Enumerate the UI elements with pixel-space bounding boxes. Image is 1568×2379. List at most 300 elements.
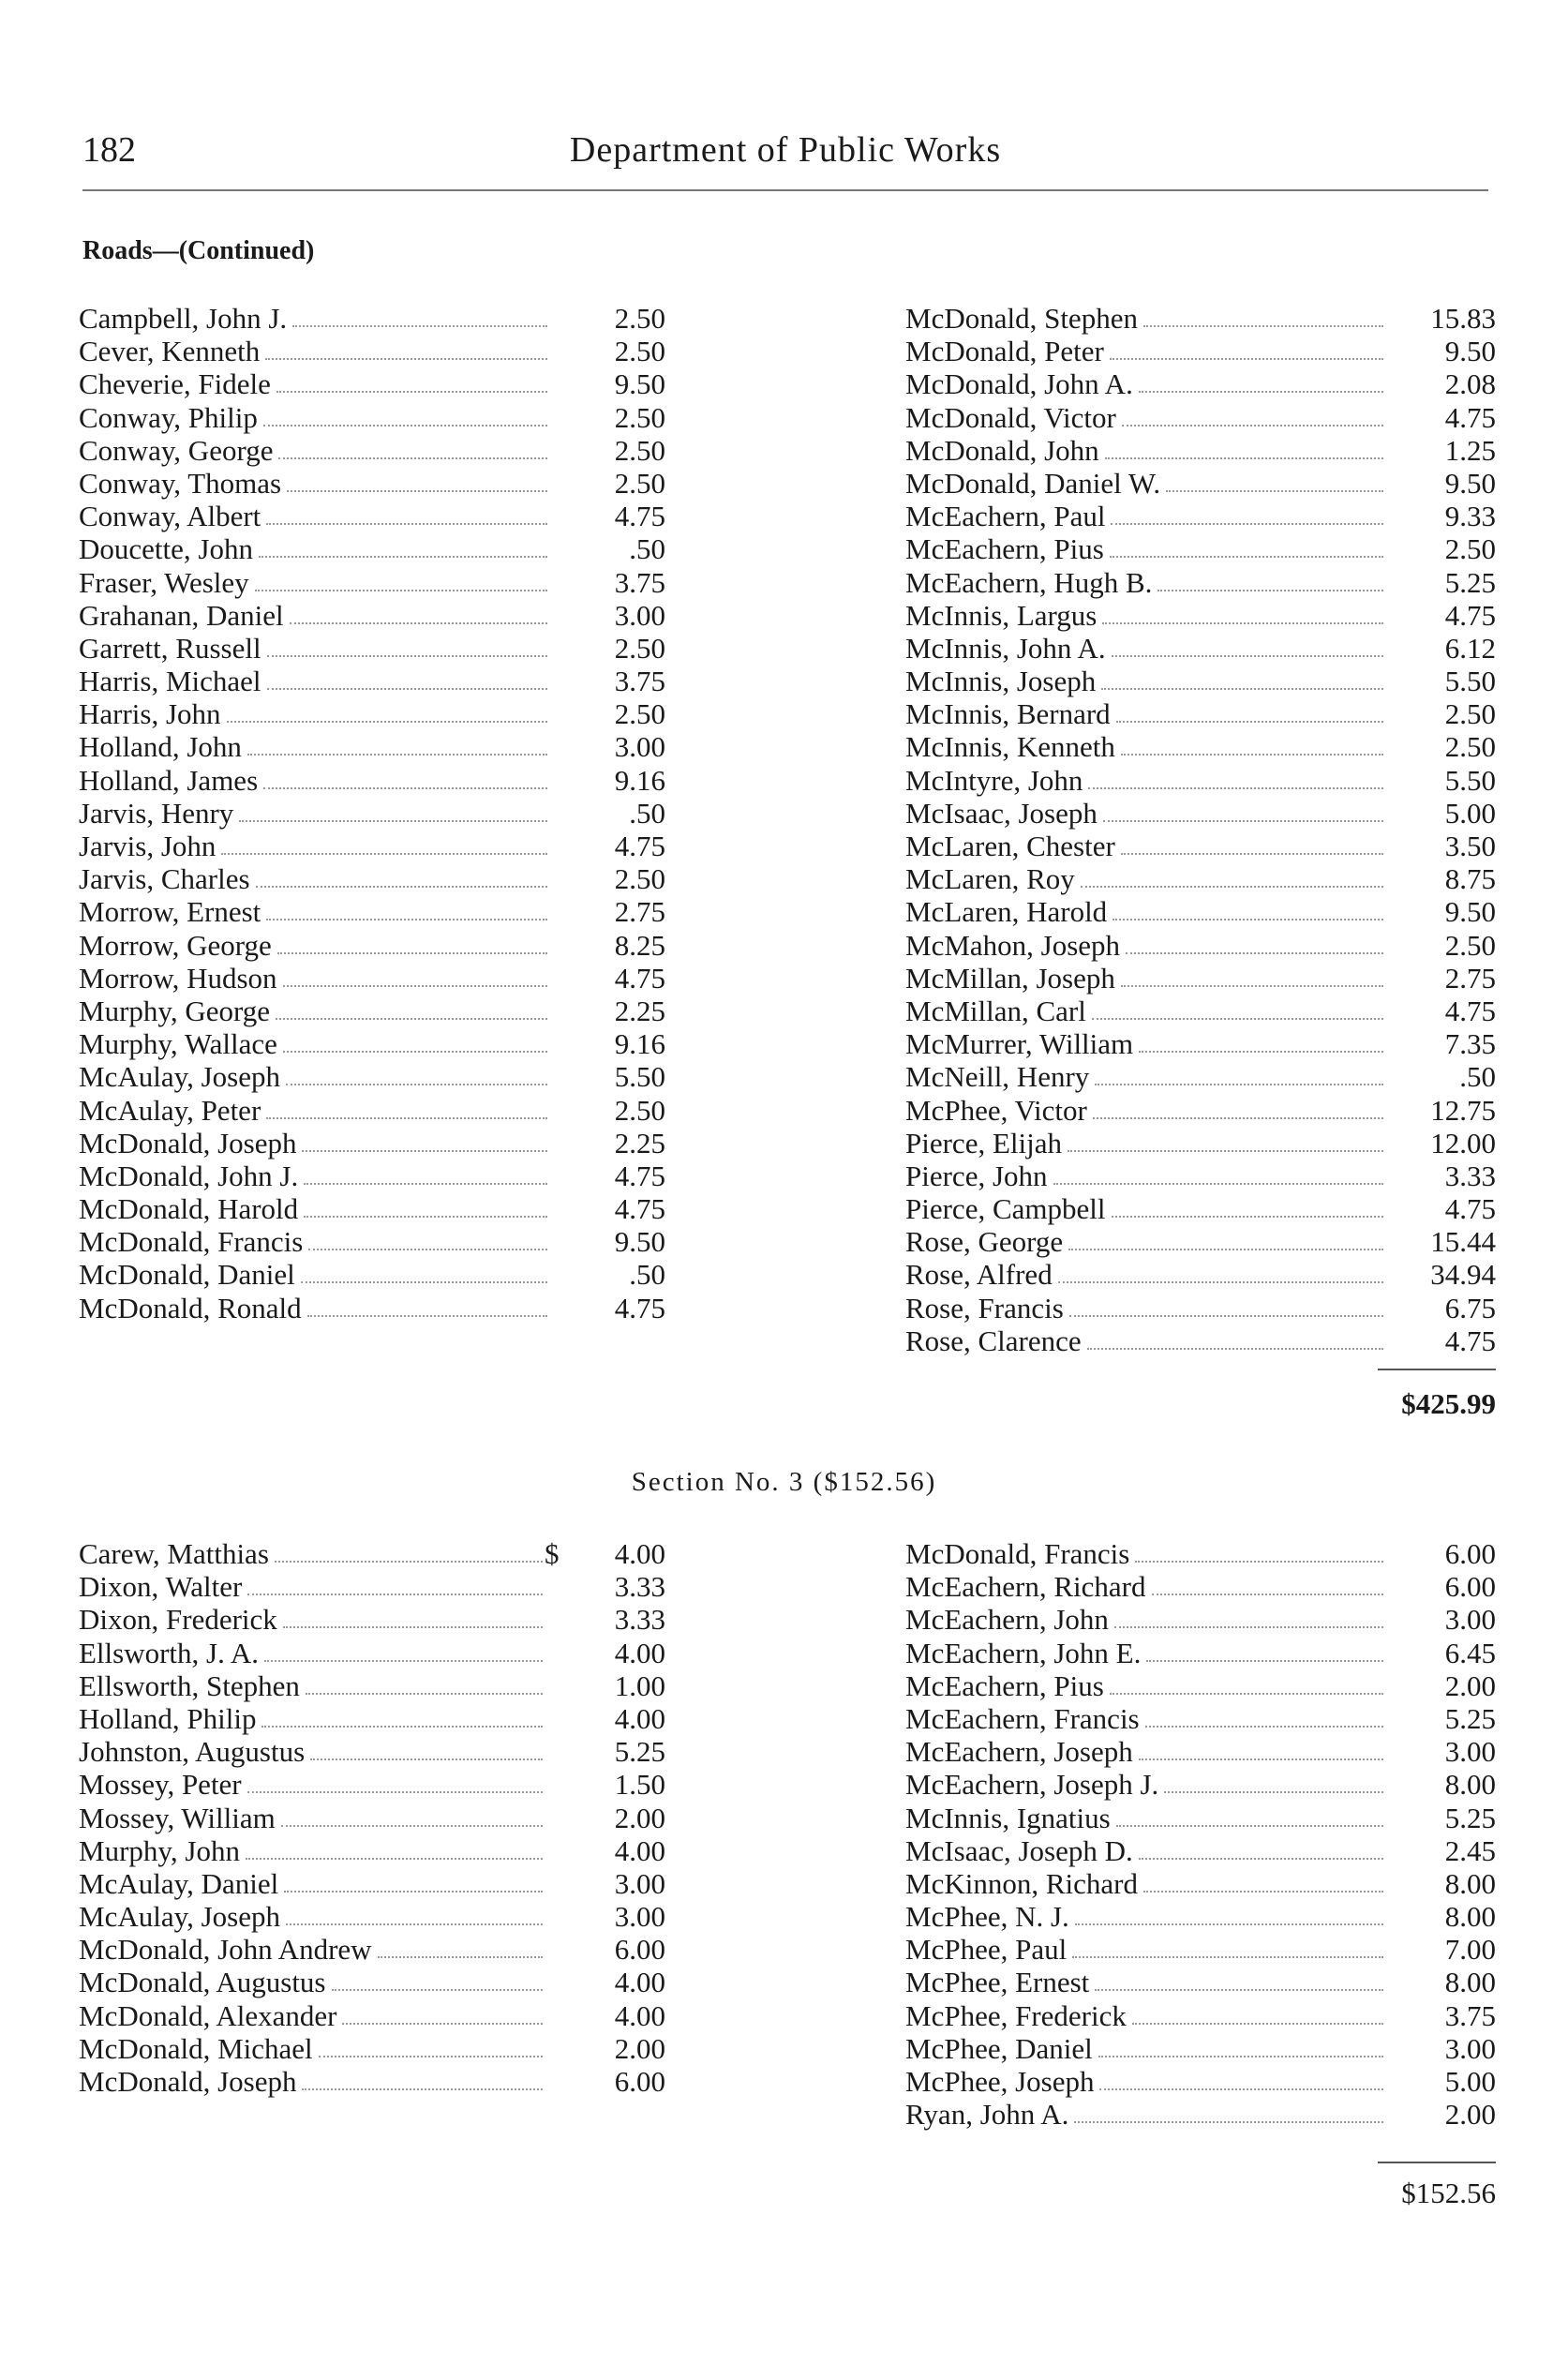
payee-name: Cever, Kenneth bbox=[79, 335, 261, 368]
payee-name: McDonald, John Andrew bbox=[79, 1933, 372, 1967]
dot-leader bbox=[1157, 590, 1383, 591]
payment-amount: 3.33 bbox=[614, 1570, 665, 1604]
payee-name: McEachern, Paul bbox=[905, 500, 1106, 533]
payee-name: McIsaac, Joseph bbox=[905, 796, 1098, 830]
dot-leader bbox=[275, 1561, 543, 1563]
payment-amount: 9.33 bbox=[1444, 500, 1496, 533]
ledger-row bbox=[79, 500, 679, 532]
payee-name: Harris, John bbox=[79, 697, 221, 731]
ledger-row bbox=[905, 797, 1496, 830]
ledger-row bbox=[905, 665, 1496, 697]
payment-amount: 3.75 bbox=[614, 665, 665, 698]
dot-leader bbox=[267, 655, 547, 657]
payment-amount: 4.75 bbox=[614, 1192, 665, 1226]
payee-name: Murphy, John bbox=[79, 1833, 240, 1867]
dot-leader bbox=[261, 1726, 543, 1728]
payee-name: McPhee, Ernest bbox=[905, 1966, 1090, 1999]
dot-leader bbox=[278, 457, 547, 459]
dot-leader bbox=[302, 1150, 547, 1152]
dot-leader bbox=[1102, 622, 1383, 624]
ledger-row bbox=[905, 697, 1496, 730]
ledger-row bbox=[79, 730, 679, 763]
dot-leader bbox=[255, 590, 547, 591]
payment-amount: 1.00 bbox=[614, 1668, 665, 1702]
ledger-row bbox=[79, 1735, 679, 1768]
payee-name: McEachern, Hugh B. bbox=[905, 565, 1153, 599]
payment-amount: 15.83 bbox=[1430, 302, 1496, 335]
ledger-row bbox=[79, 764, 679, 797]
payee-name: McDonald, Stephen bbox=[905, 302, 1138, 335]
payee-name: McPhee, Daniel bbox=[905, 2031, 1093, 2065]
payment-amount: 2.50 bbox=[614, 1093, 665, 1127]
payee-name: McDonald, Peter bbox=[905, 335, 1104, 368]
dot-leader bbox=[246, 1858, 543, 1860]
ledger-row bbox=[905, 764, 1496, 797]
dot-leader bbox=[227, 721, 547, 723]
payee-name: Conway, Philip bbox=[79, 400, 258, 434]
dot-leader bbox=[1166, 490, 1383, 492]
payment-amount: 4.00 bbox=[614, 1701, 665, 1735]
payee-name: Conway, Thomas bbox=[79, 466, 282, 500]
payee-name: Morrow, Ernest bbox=[79, 895, 261, 929]
dot-leader bbox=[1122, 425, 1383, 426]
ledger-row bbox=[905, 2032, 1496, 2065]
ledger-row bbox=[905, 401, 1496, 434]
payee-name: McEachern, Joseph J. bbox=[905, 1768, 1159, 1802]
dot-leader bbox=[1139, 1758, 1383, 1760]
dot-leader bbox=[1053, 1183, 1383, 1185]
dot-leader bbox=[1093, 1117, 1383, 1119]
ledger-row bbox=[79, 1027, 679, 1060]
payment-amount: 6.75 bbox=[1444, 1291, 1496, 1324]
payment-amount: 4.75 bbox=[1444, 598, 1496, 632]
block2-total: $152.56 bbox=[1401, 2177, 1496, 2209]
ledger-row bbox=[905, 500, 1496, 532]
department-title: Department of Public Works bbox=[569, 130, 1002, 170]
ledger-row bbox=[905, 929, 1496, 962]
dot-leader bbox=[1132, 2023, 1383, 2025]
ledger-row bbox=[79, 335, 679, 367]
dot-leader bbox=[276, 391, 547, 393]
ledger-row bbox=[79, 995, 679, 1027]
dot-leader bbox=[332, 1989, 543, 1991]
payment-amount: 12.00 bbox=[1430, 1126, 1496, 1160]
payee-name: Johnston, Augustus bbox=[79, 1735, 306, 1769]
payee-name: McDonald, Joseph bbox=[79, 1126, 297, 1160]
payment-amount: 2.00 bbox=[614, 2031, 665, 2065]
payee-name: McMillan, Joseph bbox=[905, 961, 1115, 995]
dot-leader bbox=[1110, 556, 1383, 558]
dot-leader bbox=[266, 523, 547, 525]
block2-left-column bbox=[79, 1537, 679, 2098]
dot-leader bbox=[1143, 1891, 1383, 1893]
dot-leader bbox=[287, 490, 547, 492]
payment-amount: 6.00 bbox=[614, 2065, 665, 2098]
payee-name: Conway, George bbox=[79, 433, 274, 467]
payee-name: McInnis, Joseph bbox=[905, 665, 1097, 698]
dot-leader bbox=[247, 1593, 543, 1595]
dot-leader bbox=[259, 556, 547, 558]
dot-leader bbox=[1110, 358, 1383, 360]
ledger-row bbox=[79, 962, 679, 995]
ledger-row bbox=[905, 1802, 1496, 1834]
payee-name: McPhee, Joseph bbox=[905, 2065, 1095, 2098]
payee-name: Pierce, Campbell bbox=[905, 1192, 1106, 1226]
payment-amount: 9.50 bbox=[1444, 895, 1496, 929]
ledger-row bbox=[905, 1324, 1496, 1357]
payment-amount: 2.00 bbox=[1444, 2098, 1496, 2132]
payee-name: McAulay, Joseph bbox=[79, 1900, 280, 1934]
payee-name: Fraser, Wesley bbox=[79, 565, 249, 599]
ledger-row bbox=[905, 1702, 1496, 1735]
section3-heading: Section No. 3 ($152.56) bbox=[631, 1467, 937, 1497]
payment-amount: 4.75 bbox=[614, 500, 665, 533]
payee-name: McKinnon, Richard bbox=[905, 1866, 1138, 1900]
payment-amount: 7.35 bbox=[1444, 1027, 1496, 1061]
dot-leader bbox=[1112, 655, 1383, 657]
ledger-row bbox=[905, 1768, 1496, 1801]
dot-leader bbox=[304, 1183, 547, 1185]
payment-amount: 5.50 bbox=[614, 1060, 665, 1094]
dot-leader bbox=[1069, 1315, 1383, 1317]
payment-amount: 2.50 bbox=[1444, 697, 1496, 731]
ledger-row bbox=[79, 797, 679, 830]
block2-total-rule bbox=[1378, 2162, 1496, 2163]
payment-amount: 4.00 bbox=[614, 1636, 665, 1669]
dot-leader bbox=[1114, 1626, 1383, 1628]
ledger-row bbox=[905, 367, 1496, 400]
payment-amount: 3.33 bbox=[614, 1603, 665, 1637]
ledger-row bbox=[79, 665, 679, 697]
payment-amount: 6.45 bbox=[1444, 1636, 1496, 1669]
payment-amount: 3.75 bbox=[1444, 1998, 1496, 2032]
payee-name: McInnis, John A. bbox=[905, 631, 1106, 665]
ledger-row bbox=[79, 2032, 679, 2065]
dot-leader bbox=[1068, 1249, 1383, 1250]
payment-amount: 2.50 bbox=[1444, 928, 1496, 962]
payee-name: McDonald, Francis bbox=[905, 1537, 1130, 1570]
payee-name: McPhee, Victor bbox=[905, 1093, 1087, 1127]
ledger-row bbox=[79, 1966, 679, 1998]
payment-amount: 5.25 bbox=[1444, 565, 1496, 599]
payee-name: McDonald, Michael bbox=[79, 2031, 313, 2065]
dot-leader bbox=[308, 1249, 547, 1250]
ledger-row bbox=[905, 632, 1496, 665]
payee-name: McEachern, Francis bbox=[905, 1701, 1140, 1735]
dot-leader bbox=[1098, 2056, 1383, 2057]
payee-name: McIntyre, John bbox=[905, 763, 1083, 797]
payee-name: McEachern, John E. bbox=[905, 1636, 1142, 1669]
payee-name: McInnis, Ignatius bbox=[905, 1801, 1111, 1834]
ledger-row bbox=[905, 1127, 1496, 1160]
payee-name: Mossey, William bbox=[79, 1801, 276, 1834]
payment-amount: 5.50 bbox=[1444, 763, 1496, 797]
dot-leader bbox=[1110, 1693, 1383, 1695]
payee-name: McEachern, Joseph bbox=[905, 1735, 1133, 1769]
payment-amount: 9.50 bbox=[1444, 466, 1496, 500]
ledger-row bbox=[79, 1702, 679, 1735]
ledger-row bbox=[79, 566, 679, 599]
ledger-row bbox=[79, 1900, 679, 1933]
ledger-row bbox=[905, 1258, 1496, 1291]
payee-name: Holland, James bbox=[79, 763, 259, 797]
ledger-row bbox=[79, 632, 679, 665]
ledger-row bbox=[905, 1192, 1496, 1225]
ledger-row bbox=[905, 1603, 1496, 1636]
payee-name: McEachern, Pius bbox=[905, 532, 1104, 566]
ledger-row bbox=[905, 434, 1496, 467]
payee-name: Murphy, Wallace bbox=[79, 1027, 277, 1061]
payee-name: McEachern, Pius bbox=[905, 1668, 1104, 1702]
payment-amount: 4.75 bbox=[1444, 400, 1496, 434]
dot-leader bbox=[283, 985, 547, 987]
payment-amount: 8.00 bbox=[1444, 1866, 1496, 1900]
payment-amount: 4.75 bbox=[614, 961, 665, 995]
payment-amount: 4.00 bbox=[614, 1998, 665, 2032]
payee-name: McEachern, Richard bbox=[905, 1570, 1146, 1604]
dot-leader bbox=[1068, 1150, 1383, 1152]
payee-name: Morrow, Hudson bbox=[79, 961, 277, 995]
ledger-row bbox=[79, 434, 679, 467]
payment-amount: 6.00 bbox=[614, 1933, 665, 1967]
dot-leader bbox=[1145, 1726, 1383, 1728]
payee-name: Ellsworth, Stephen bbox=[79, 1668, 300, 1702]
payee-name: Holland, John bbox=[79, 730, 242, 764]
ledger-row bbox=[79, 1933, 679, 1966]
payment-amount: 8.00 bbox=[1444, 1768, 1496, 1802]
payee-name: McNeill, Henry bbox=[905, 1060, 1090, 1094]
ledger-row bbox=[79, 599, 679, 632]
ledger-row bbox=[905, 335, 1496, 367]
payment-amount: 3.00 bbox=[1444, 1735, 1496, 1769]
ledger-row bbox=[905, 1160, 1496, 1192]
block1-total-rule bbox=[1378, 1369, 1496, 1370]
payee-name: McDonald, Augustus bbox=[79, 1966, 326, 1999]
dot-leader bbox=[263, 425, 547, 426]
ledger-row bbox=[905, 1292, 1496, 1324]
payment-amount: 2.08 bbox=[1444, 367, 1496, 401]
payment-amount: 3.50 bbox=[1444, 830, 1496, 862]
ledger-row bbox=[905, 1834, 1496, 1867]
payee-name: Doucette, John bbox=[79, 532, 253, 566]
dot-leader bbox=[1139, 1051, 1383, 1053]
payee-name: McPhee, Paul bbox=[905, 1933, 1068, 1967]
payment-amount: 6.12 bbox=[1444, 631, 1496, 665]
payment-amount: 4.75 bbox=[614, 830, 665, 862]
dot-leader bbox=[342, 2023, 543, 2025]
payee-name: McDonald, John J. bbox=[79, 1159, 299, 1192]
dot-leader bbox=[310, 1758, 543, 1760]
payment-amount: 8.00 bbox=[1444, 1966, 1496, 1999]
payment-amount: 2.50 bbox=[614, 862, 665, 896]
payment-amount: 2.00 bbox=[614, 1801, 665, 1834]
ledger-row bbox=[905, 1900, 1496, 1933]
dot-leader bbox=[277, 952, 547, 954]
ledger-row bbox=[905, 1225, 1496, 1258]
dot-leader bbox=[247, 1791, 543, 1793]
dot-leader bbox=[263, 787, 547, 789]
dot-leader bbox=[1099, 2088, 1383, 2090]
payment-amount: .50 bbox=[629, 1258, 665, 1292]
dot-leader bbox=[1087, 1348, 1383, 1350]
payee-name: Jarvis, Charles bbox=[79, 862, 250, 896]
dot-leader bbox=[1075, 1923, 1383, 1925]
dot-leader bbox=[1152, 1593, 1383, 1595]
ledger-row bbox=[79, 1867, 679, 1900]
dot-leader bbox=[1088, 787, 1383, 789]
ledger-row bbox=[79, 401, 679, 434]
payee-name: Conway, Albert bbox=[79, 500, 261, 533]
payment-amount: 4.75 bbox=[1444, 1324, 1496, 1357]
payment-amount: 2.25 bbox=[614, 1126, 665, 1160]
payment-amount: 2.50 bbox=[614, 631, 665, 665]
payee-name: Rose, George bbox=[905, 1225, 1064, 1259]
ledger-row bbox=[905, 962, 1496, 995]
ledger-row bbox=[905, 532, 1496, 565]
ledger-row bbox=[79, 1160, 679, 1192]
ledger-row bbox=[79, 1192, 679, 1225]
dot-leader bbox=[378, 1956, 543, 1958]
payee-name: McIsaac, Joseph D. bbox=[905, 1833, 1133, 1867]
payment-amount: 5.50 bbox=[1444, 665, 1496, 698]
payee-name: McLaren, Chester bbox=[905, 830, 1115, 862]
payee-name: Campbell, John J. bbox=[79, 302, 288, 335]
ledger-row bbox=[79, 302, 679, 335]
block2-right-column bbox=[905, 1537, 1496, 2131]
ledger-row bbox=[79, 1060, 679, 1093]
ledger-row bbox=[79, 1637, 679, 1669]
payee-name: Rose, Francis bbox=[905, 1291, 1064, 1324]
payment-amount: 8.00 bbox=[1444, 1900, 1496, 1934]
dot-leader bbox=[283, 1626, 543, 1628]
payment-amount: 3.33 bbox=[1444, 1159, 1496, 1192]
dot-leader bbox=[1112, 1216, 1383, 1218]
payee-name: McAulay, Peter bbox=[79, 1093, 261, 1127]
payment-amount: 3.00 bbox=[614, 1900, 665, 1934]
dot-leader bbox=[1072, 1956, 1383, 1958]
payment-amount: 2.00 bbox=[1444, 1668, 1496, 1702]
dot-leader bbox=[301, 1281, 547, 1283]
payee-name: McDonald, Ronald bbox=[79, 1291, 302, 1324]
dot-leader bbox=[1139, 1858, 1383, 1860]
ledger-row bbox=[79, 1127, 679, 1160]
ledger-row bbox=[905, 895, 1496, 928]
payee-name: McDonald, Harold bbox=[79, 1192, 299, 1226]
dot-leader bbox=[247, 754, 547, 756]
dot-leader bbox=[283, 1051, 547, 1053]
dot-leader bbox=[1121, 754, 1383, 756]
ledger-row bbox=[79, 1603, 679, 1636]
payee-name: Cheverie, Fidele bbox=[79, 367, 271, 401]
payment-amount: 9.50 bbox=[614, 367, 665, 401]
payee-name: McLaren, Harold bbox=[905, 895, 1108, 929]
payment-amount: 3.00 bbox=[614, 598, 665, 632]
payment-amount: 2.50 bbox=[614, 466, 665, 500]
dollar-sign: $ bbox=[545, 1537, 560, 1570]
ledger-row bbox=[79, 1292, 679, 1324]
payment-amount: 4.75 bbox=[1444, 994, 1496, 1027]
payee-name: Dixon, Walter bbox=[79, 1570, 243, 1604]
dot-leader bbox=[266, 919, 547, 920]
payee-name: Ryan, John A. bbox=[905, 2098, 1069, 2132]
dot-leader bbox=[239, 820, 547, 822]
dot-leader bbox=[1105, 457, 1383, 459]
payment-amount: 3.00 bbox=[1444, 2031, 1496, 2065]
payment-amount: 2.50 bbox=[614, 400, 665, 434]
dot-leader bbox=[286, 1923, 543, 1925]
payee-name: Carew, Matthias bbox=[79, 1537, 269, 1570]
payment-amount: 2.75 bbox=[1444, 961, 1496, 995]
payment-amount: 15.44 bbox=[1430, 1225, 1496, 1259]
ledger-row bbox=[79, 895, 679, 928]
payee-name: McDonald, Alexander bbox=[79, 1998, 337, 2032]
payment-amount: 2.50 bbox=[1444, 730, 1496, 764]
payee-name: McInnis, Bernard bbox=[905, 697, 1111, 731]
dot-leader bbox=[1143, 325, 1383, 327]
block1-left-column bbox=[79, 302, 679, 1324]
dot-leader bbox=[1146, 1660, 1383, 1662]
dot-leader bbox=[266, 1117, 547, 1119]
payment-amount: 3.00 bbox=[614, 1866, 665, 1900]
dot-leader bbox=[1081, 886, 1383, 888]
ledger-row bbox=[905, 1537, 1496, 1570]
section-heading: Roads—(Continued) bbox=[82, 236, 315, 265]
payee-name: McDonald, Victor bbox=[905, 400, 1116, 434]
ledger-row bbox=[905, 1867, 1496, 1900]
payee-name: Holland, Philip bbox=[79, 1701, 257, 1735]
payment-amount: 1.25 bbox=[1444, 433, 1496, 467]
dot-leader bbox=[307, 1315, 547, 1317]
dot-leader bbox=[304, 1216, 547, 1218]
payee-name: McMahon, Joseph bbox=[905, 928, 1121, 962]
ledger-row bbox=[79, 2065, 679, 2098]
payment-amount: 8.25 bbox=[614, 928, 665, 962]
payee-name: McMurrer, William bbox=[905, 1027, 1134, 1061]
ledger-row bbox=[905, 1735, 1496, 1768]
dot-leader bbox=[1121, 985, 1383, 987]
ledger-row bbox=[905, 467, 1496, 500]
payment-amount: 4.00 bbox=[614, 1537, 665, 1570]
payment-amount: 5.00 bbox=[1444, 796, 1496, 830]
dot-leader bbox=[1095, 1989, 1383, 1991]
dot-leader bbox=[1103, 820, 1383, 822]
ledger-row bbox=[905, 1060, 1496, 1093]
ledger-row bbox=[79, 532, 679, 565]
payment-amount: 7.00 bbox=[1444, 1933, 1496, 1967]
payment-amount: 2.50 bbox=[614, 697, 665, 731]
ledger-row bbox=[905, 730, 1496, 763]
ledger-row bbox=[905, 566, 1496, 599]
ledger-row bbox=[79, 1258, 679, 1291]
payment-amount: 2.50 bbox=[614, 335, 665, 368]
ledger-row bbox=[79, 1999, 679, 2032]
dot-leader bbox=[221, 853, 547, 855]
dot-leader bbox=[1074, 2121, 1383, 2123]
payee-name: Murphy, George bbox=[79, 994, 271, 1027]
payment-amount: 2.50 bbox=[614, 302, 665, 335]
page-header bbox=[82, 129, 1488, 186]
block1-right-column bbox=[905, 302, 1496, 1357]
payee-name: Dixon, Frederick bbox=[79, 1603, 277, 1637]
dot-leader bbox=[1135, 1561, 1383, 1563]
ledger-row bbox=[79, 1537, 679, 1570]
ledger-row bbox=[905, 995, 1496, 1027]
dot-leader bbox=[1139, 391, 1383, 393]
payee-name: McDonald, John bbox=[905, 433, 1099, 467]
payee-name: McEachern, John bbox=[905, 1603, 1109, 1637]
header-rule bbox=[82, 189, 1488, 191]
page-number: 182 bbox=[82, 130, 136, 170]
